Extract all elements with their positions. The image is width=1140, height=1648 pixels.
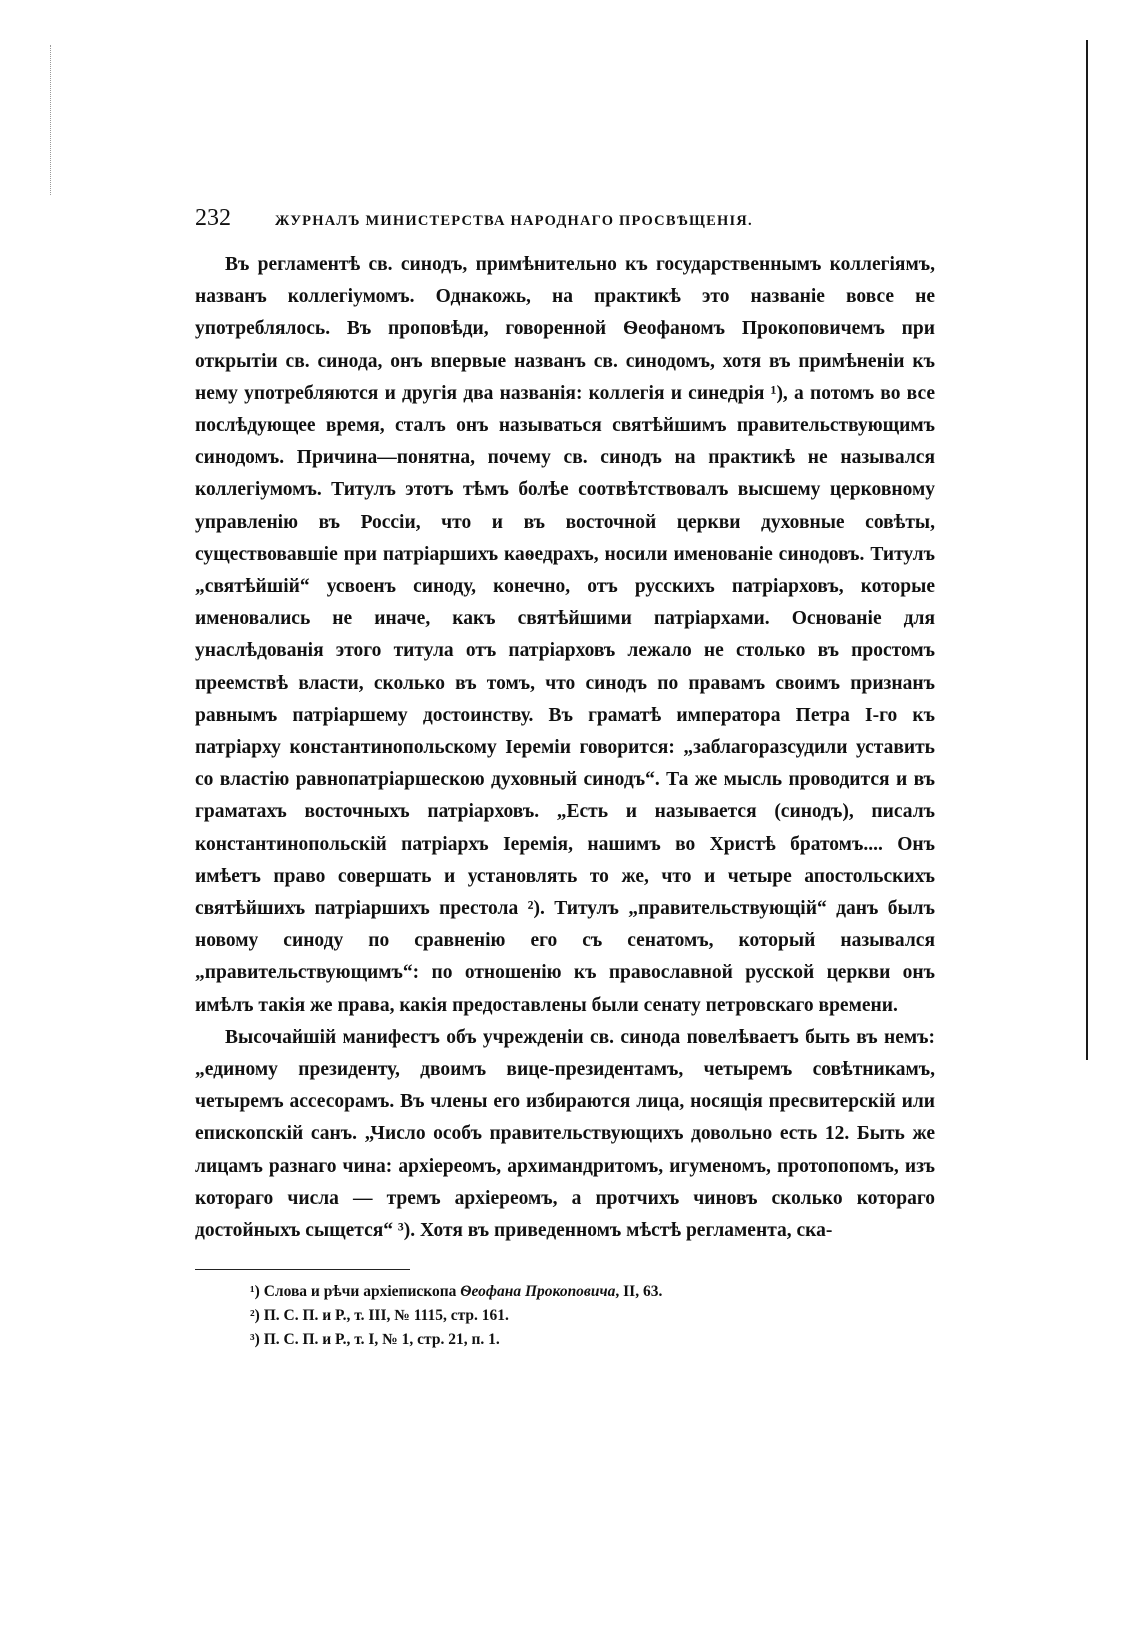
footnote-mark: ¹) bbox=[250, 1283, 260, 1301]
page-number: 232 bbox=[195, 205, 231, 231]
running-title: ЖУРНАЛЪ МИНИСТЕРСТВА НАРОДНАГО ПРОСВѢЩЕНІЯ. bbox=[275, 213, 753, 229]
footnote-italic: Ѳеофана Прокоповича bbox=[460, 1283, 616, 1301]
page-header bbox=[195, 205, 935, 237]
footnote-3 bbox=[250, 1328, 935, 1352]
page-content bbox=[195, 205, 935, 1352]
gutter-marks bbox=[50, 45, 52, 195]
footnote-rule bbox=[195, 1269, 410, 1270]
footnote-text-after: , II, 63. bbox=[615, 1283, 663, 1301]
page-edge-line bbox=[1086, 40, 1088, 1060]
paragraph: Въ регламентѣ св. синодъ, примѣнительно къ государственнымъ коллегіямъ, названъ коллегіумомъ. Однакожь, на практикѣ это названіе вовсе не употреблялось. Въ проповѣди, говоренной Ѳеофаномъ Прокоповичемъ при открытіи св. синода, онъ впервые названъ св. синодомъ, хотя въ примѣненіи къ нему употребляются и другія два названія: коллегія и синедрія ¹), а потомъ во все послѣдующее время, сталъ онъ называться святѣйшимъ правительствующимъ синодомъ. Причина—понятна, почему св. синодъ на практикѣ не назывался коллегіумомъ. Титулъ этотъ тѣмъ болѣе соотвѣтствовалъ высшему церковному управленію въ Россіи, что и въ восточной церкви духовные совѣты, существовавшіе при патріаршихъ каѳедрахъ, носили именованіе синодовъ. Титулъ „святѣйшій“ усвоенъ синоду, конечно, отъ русскихъ патріарховъ, которые именовались не иначе, какъ святѣйшими патріархами. Основаніе для унаслѣдованія этого титула отъ патріарховъ лежало не столько въ простомъ преемствѣ власти, сколько въ томъ, что синодъ по правамъ своимъ признанъ равнымъ патріаршему достоинству. Въ граматѣ императора Петра I-го къ патріарху константинопольскому Іереміи говорится: „заблагоразсудили уставить со властію равнопатріаршескою духовный синодъ“. Та же мысль проводится и въ граматахъ восточныхъ патріарховъ. „Есть и называется (синодъ), писалъ константинопольскій патріархъ Іеремія, нашимъ во Христѣ братомъ.... Онъ имѣетъ право совершать и установлять то же, что и четыре апостольскихъ святѣйшихъ патріаршихъ престола ²). Титулъ „правительствующій“ данъ былъ новому синоду по сравненію его съ сенатомъ, который назывался „правительствующимъ“: по отношенію къ православной русской церкви онъ имѣлъ такія же права, какія предоставлены были сенату петровскаго времени. bbox=[195, 254, 935, 1016]
footnote-mark: ²) bbox=[250, 1307, 260, 1325]
footnote-text: Слова и рѣчи архіепископа bbox=[263, 1283, 461, 1301]
footnote-mark: ³) bbox=[250, 1331, 260, 1349]
footnote-text: П. С. П. и Р., т. I, № 1, стр. 21, п. 1. bbox=[263, 1331, 500, 1349]
paragraph: Высочайшій манифестъ объ учрежденіи св. синода повелѣваетъ быть въ немъ: „единому президенту, двоимъ вице-президентамъ, четыремъ совѣтникамъ, четыремъ ассесорамъ. Въ члены его избираются лица, носящія пресвитерскій или епископскій санъ. „Число особъ правительствующихъ довольно есть 12. Быть же лицамъ разнаго чина: архіереомъ, архимандритомъ, игуменомъ, протопопомъ, изъ котораго числа — тремъ архіереомъ, а протчихъ чиновъ сколько котораго достойныхъ сыщется“ ³). Хотя въ приведенномъ мѣстѣ регламента, ска- bbox=[195, 1026, 935, 1242]
footnotes bbox=[195, 1280, 935, 1352]
footnote-text: П. С. П. и Р., т. III, № 1115, стр. 161. bbox=[263, 1307, 509, 1325]
footnote-1 bbox=[250, 1280, 935, 1304]
footnote-2 bbox=[250, 1304, 935, 1328]
body-text bbox=[195, 249, 935, 1247]
